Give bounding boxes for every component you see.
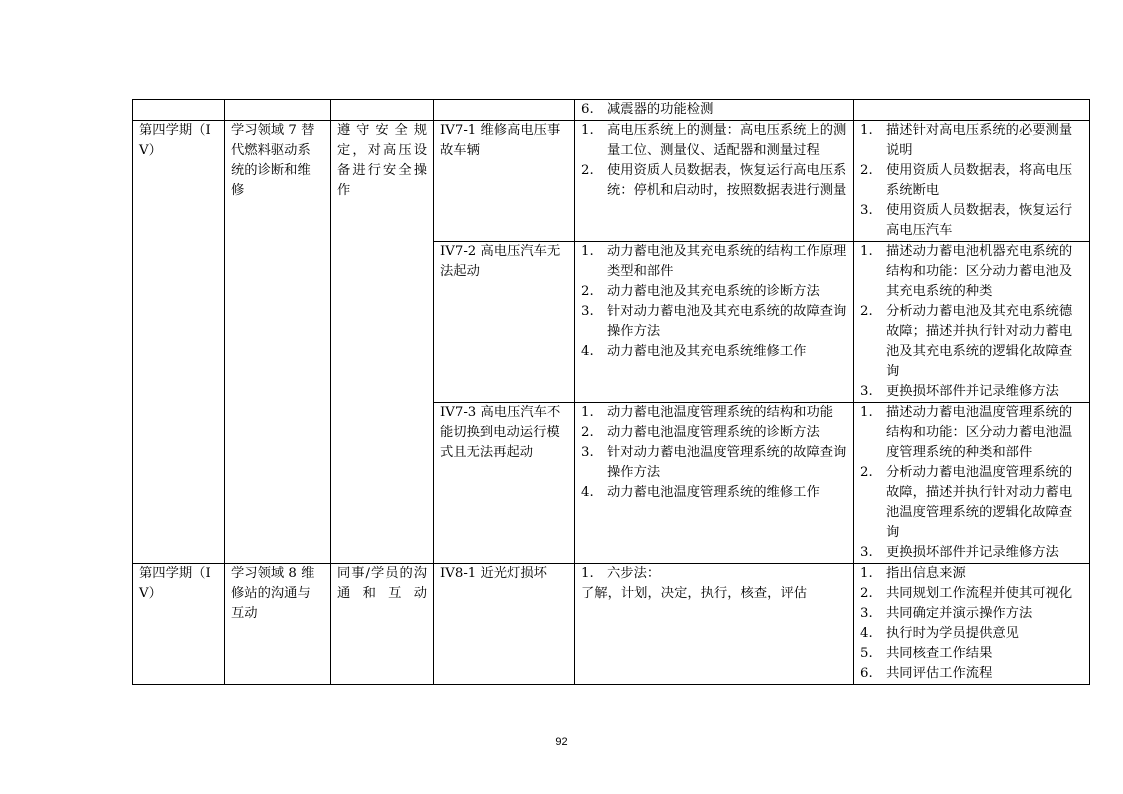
learning-field-cell: 学习领域 7 替代燃料驱动系统的诊断和维修 xyxy=(225,121,331,564)
page-number: 92 xyxy=(555,736,568,748)
list-item: 2. 动力蓄电池及其充电系统的诊断方法 xyxy=(581,284,820,299)
list-item: 1. 指出信息来源 xyxy=(860,566,966,581)
method-heading: 1. 六步法： xyxy=(581,566,661,581)
semester-cell: 第四学期（IV） xyxy=(133,121,225,564)
objective-cell xyxy=(854,121,1090,242)
curriculum-table xyxy=(132,99,1090,685)
list-item: 2. 分析动力蓄电池温度管理系统的故障，描述并执行针对动力蓄电池温度管理系统的逻辑化故障查询 xyxy=(860,465,1073,540)
list-item: 3. 针对动力蓄电池温度管理系统的故障查询操作方法 xyxy=(581,445,847,480)
table-row xyxy=(133,564,1090,685)
table-row xyxy=(133,121,1090,242)
list-item: 2. 使用资质人员数据表，将高电压系统断电 xyxy=(860,163,1073,198)
table-row xyxy=(133,100,1090,121)
learning-field-cell: 学习领域 8 维修站的沟通与互动 xyxy=(225,564,331,685)
learning-field-cell xyxy=(225,100,331,121)
task-cell: IV8-1 近光灯损坏 xyxy=(434,564,575,685)
list-item: 3. 共同确定并演示操作方法 xyxy=(860,606,1033,621)
list-item: 4. 动力蓄电池及其充电系统维修工作 xyxy=(581,344,807,359)
list-item: 6. 共同评估工作流程 xyxy=(860,666,993,681)
list-item: 3. 更换损坏部件并记录维修方法 xyxy=(860,545,1059,560)
list-item: 1. 动力蓄电池及其充电系统的结构工作原理类型和部件 xyxy=(581,244,847,279)
list-item: 2. 共同规划工作流程并使其可视化 xyxy=(860,586,1073,601)
list-item: 1. 描述动力蓄电池温度管理系统的结构和功能：区分动力蓄电池温度管理系统的种类和部件 xyxy=(860,405,1073,460)
list-item: 3. 更换损坏部件并记录维修方法 xyxy=(860,384,1059,399)
objective-cell xyxy=(854,564,1090,685)
list-item: 2. 分析动力蓄电池及其充电系统德故障；描述并执行针对动力蓄电池及其充电系统的逻辑化故障查询 xyxy=(860,304,1073,379)
list-item: 1. 描述针对高电压系统的必要测量说明 xyxy=(860,123,1073,158)
semester-cell xyxy=(133,100,225,121)
task-cell: IV7-1 维修高电压事故车辆 xyxy=(434,121,575,242)
task-cell: IV7-3 高电压汽车不能切换到电动运行模式且无法再起动 xyxy=(434,403,575,564)
list-item: 1. 描述动力蓄电池机器充电系统的结构和功能：区分动力蓄电池及其充电系统的种类 xyxy=(860,244,1073,299)
competence-cell xyxy=(331,100,434,121)
competence-cell: 同事/学员的沟通和互动 xyxy=(331,564,434,685)
list-item: 4. 动力蓄电池温度管理系统的维修工作 xyxy=(581,485,820,500)
objective-cell xyxy=(854,242,1090,403)
list-item: 2. 动力蓄电池温度管理系统的诊断方法 xyxy=(581,425,820,440)
content-cell xyxy=(575,564,854,685)
content-cell xyxy=(575,121,854,242)
list-item: 4. 执行时为学员提供意见 xyxy=(860,626,1019,641)
list-item: 3. 使用资质人员数据表，恢复运行高电压汽车 xyxy=(860,203,1073,238)
competence-cell: 遵守安全规定，对高压设备进行安全操作 xyxy=(331,121,434,564)
task-cell xyxy=(434,100,575,121)
objective-cell xyxy=(854,403,1090,564)
task-cell: IV7-2 高电压汽车无法起动 xyxy=(434,242,575,403)
content-cell xyxy=(575,100,854,121)
list-item: 1. 动力蓄电池温度管理系统的结构和功能 xyxy=(581,405,834,420)
list-item: 6. 减震器的功能检测 xyxy=(581,102,714,117)
objective-cell xyxy=(854,100,1090,121)
list-item: 5. 共同核查工作结果 xyxy=(860,646,993,661)
content-cell xyxy=(575,403,854,564)
method-steps: 了解，计划，决定，执行，核查，评估 xyxy=(581,586,808,601)
list-item: 1. 高电压系统上的测量：高电压系统上的测量工位、测量仪、适配器和测量过程 xyxy=(581,123,847,158)
list-item: 3. 针对动力蓄电池及其充电系统的故障查询操作方法 xyxy=(581,304,847,339)
content-cell xyxy=(575,242,854,403)
semester-cell: 第四学期（IV） xyxy=(133,564,225,685)
list-item: 2. 使用资质人员数据表，恢复运行高电压系统：停机和启动时，按照数据表进行测量 xyxy=(581,163,847,198)
